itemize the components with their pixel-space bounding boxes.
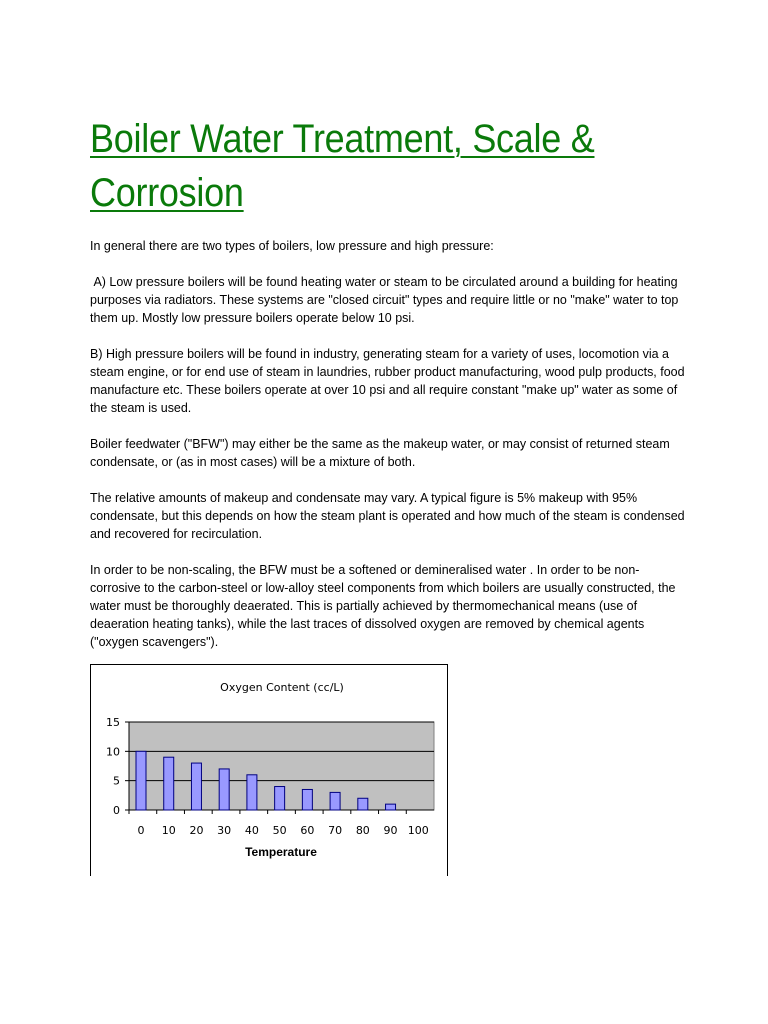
paragraph-makeup-condensate: The relative amounts of makeup and condensate may vary. A typical figure is 5% makeup with 95% condensate, but this depends on how the steam plant is operated and how much of the steam is condensed and recovered for recirculation. <box>90 490 685 541</box>
x-tick-label: 20 <box>189 824 204 837</box>
x-tick-label: 70 <box>328 824 343 837</box>
bar-90 <box>386 804 396 810</box>
x-tick-label: 30 <box>217 824 232 837</box>
paragraph-low-pressure: A) Low pressure boilers will be found heating water or steam to be circulated around a building for heating purposes via radiators. These systems are "closed circuit" types and require little or no "make" water to top them up. Mostly low pressure boilers operate below 10 psi. <box>90 274 682 325</box>
x-tick-label: 0 <box>137 824 145 837</box>
x-tick-label: 80 <box>355 824 370 837</box>
chart-title: Oxygen Content (cc/L) <box>220 681 344 694</box>
oxygen-content-chart <box>90 664 448 876</box>
bar-20 <box>191 763 201 810</box>
article-body <box>90 237 690 669</box>
bar-40 <box>247 775 257 810</box>
chart-svg <box>90 664 448 876</box>
bar-30 <box>219 769 229 810</box>
x-tick-label: 50 <box>272 824 287 837</box>
y-tick-label: 5 <box>113 774 120 788</box>
page-title: Boiler Water Treatment, Scale & Corrosion <box>90 117 595 215</box>
x-tick-label: 40 <box>244 824 259 837</box>
bar-50 <box>275 787 285 810</box>
paragraph-intro: In general there are two types of boilers, low pressure and high pressure: <box>90 238 494 253</box>
y-tick-label: 15 <box>106 716 120 729</box>
bar-10 <box>164 757 174 810</box>
paragraph-high-pressure: B) High pressure boilers will be found in industry, generating steam for a variety of uses, locomotion via a steam engine, or for end use of steam in laundries, rubber product manufacturing, wood pulp products, food manufacture etc. These boilers operate at over 10 psi and all require constant "make up" water as some of the steam is used. <box>90 346 685 415</box>
y-tick-label: 0 <box>113 804 120 817</box>
x-tick-label: 60 <box>300 824 315 837</box>
bar-70 <box>330 792 340 810</box>
bar-80 <box>358 798 368 810</box>
x-tick-label: 10 <box>161 824 176 837</box>
paragraph-non-scaling: In order to be non-scaling, the BFW must be a softened or demineralised water . In order to be non-corrosive to the carbon-steel or low-alloy steel components from which boilers are usually constructed, the water must be thoroughly deaerated. This is partially achieved by thermomechanical means (use of deaeration heating tanks), while the last traces of dissolved oxygen are removed by chemical agents ("oxygen scavengers"). <box>90 562 676 649</box>
bar-60 <box>302 789 312 810</box>
y-tick-label: 10 <box>106 745 120 759</box>
bar-0 <box>136 751 146 810</box>
x-tick-label: 100 <box>407 824 429 837</box>
x-tick-label: 90 <box>383 824 398 837</box>
paragraph-feedwater: Boiler feedwater ("BFW") may either be the same as the makeup water, or may consist of returned steam condensate, or (as in most cases) will be a mixture of both. <box>90 436 670 469</box>
chart-xlabel: Temperature <box>245 845 317 859</box>
